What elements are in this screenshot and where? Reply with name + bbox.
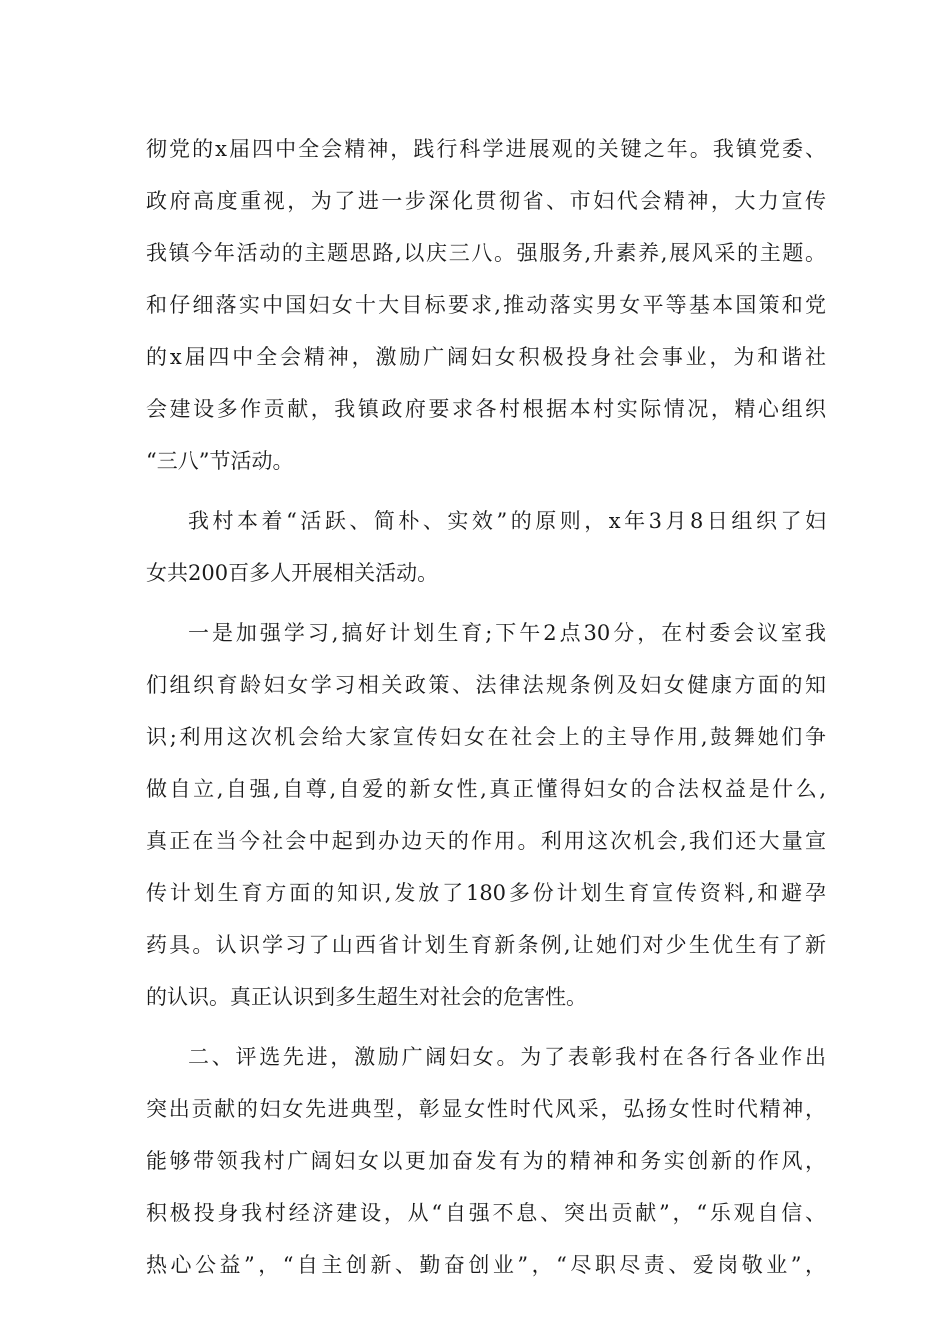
text-line: 一是加强学习,搞好计划生育;下午2点30分，在村委会议室我	[188, 621, 826, 645]
text-line: 二、评选先进，激励广阔妇女。为了表彰我村在各行各业作出	[188, 1045, 826, 1069]
text-line: 热心公益”，“自主创新、勤奋创业”，“尽职尽责、爱岗敬业”，	[146, 1253, 826, 1277]
text-line: 真正在当今社会中起到办边天的作用。利用这次机会,我们还大量宣	[146, 829, 826, 853]
text-line: 传计划生育方面的知识,发放了180多份计划生育宣传资料,和避孕	[146, 881, 826, 905]
text-line: 和仔细落实中国妇女十大目标要求,推动落实男女平等基本国策和党	[146, 293, 826, 317]
text-line: 药具。认识学习了山西省计划生育新条例,让她们对少生优生有了新	[146, 933, 826, 957]
text-line: 突出贡献的妇女先进典型，彰显女性时代风采，弘扬女性时代精神，	[146, 1097, 826, 1121]
text-line: 的认识。真正认识到多生超生对社会的危害性。	[146, 985, 587, 1009]
text-line: 的x届四中全会精神，激励广阔妇女积极投身社会事业，为和谐社	[146, 345, 826, 369]
text-line: 做自立,自强,自尊,自爱的新女性,真正懂得妇女的合法权益是什么,	[146, 777, 826, 801]
text-line: 我村本着“活跃、简朴、实效”的原则，x年3月8日组织了妇	[188, 509, 826, 533]
text-line: 积极投身我村经济建设，从“自强不息、突出贡献”，“乐观自信、	[146, 1201, 826, 1225]
text-line: 我镇今年活动的主题思路,以庆三八。强服务,升素养,展风采的主题。	[146, 241, 826, 265]
text-line: 会建设多作贡献，我镇政府要求各村根据本村实际情况，精心组织	[146, 397, 826, 421]
text-line: 女共200百多人开展相关活动。	[146, 561, 439, 585]
text-line: “三八”节活动。	[146, 449, 294, 473]
text-line: 识;利用这次机会给大家宣传妇女在社会上的主导作用,鼓舞她们争	[146, 725, 826, 749]
text-line: 能够带领我村广阔妇女以更加奋发有为的精神和务实创新的作风，	[146, 1149, 826, 1173]
text-line: 们组织育龄妇女学习相关政策、法律法规条例及妇女健康方面的知	[146, 673, 826, 697]
text-line: 彻党的x届四中全会精神，践行科学进展观的关键之年。我镇党委、	[146, 137, 826, 161]
text-line: 政府高度重视，为了进一步深化贯彻省、市妇代会精神，大力宣传	[146, 189, 826, 213]
